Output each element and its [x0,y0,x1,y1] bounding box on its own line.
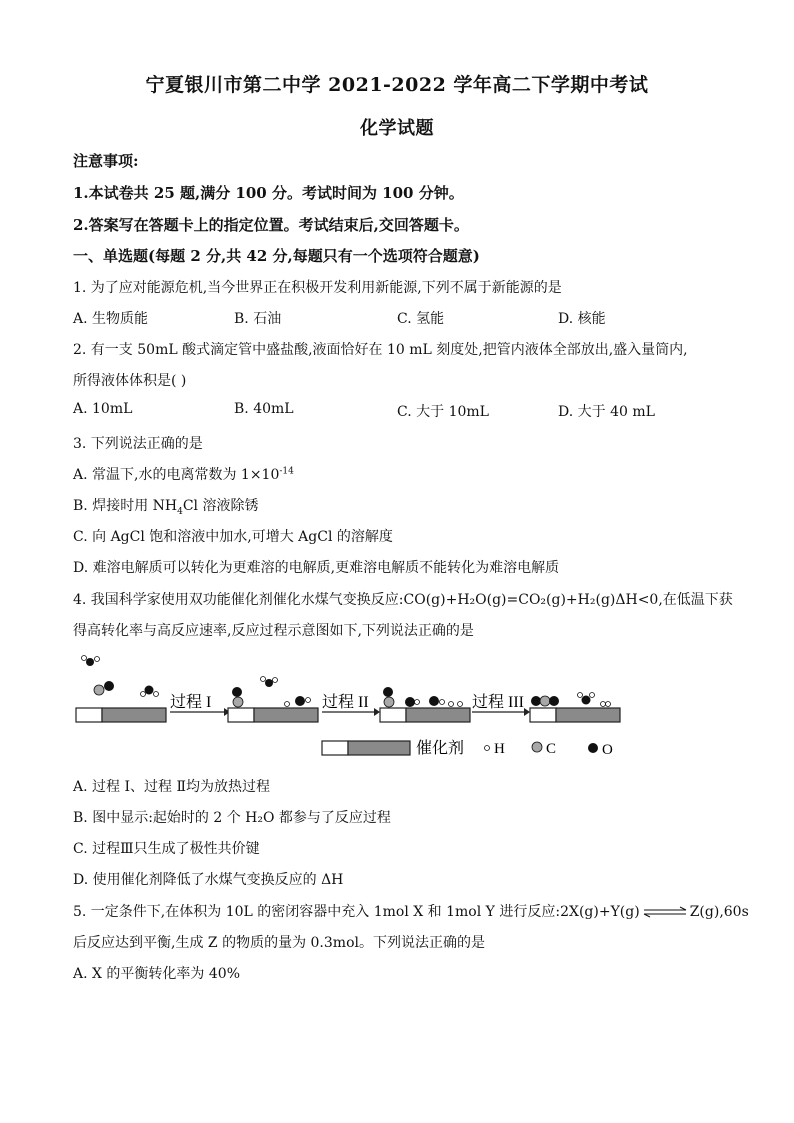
legend-c-label: C [546,741,557,757]
q3-option-b-subscript: 4 [177,506,183,517]
catalyst-bar-4-dark [556,708,620,722]
q5-stem-line1-pre: 5. 一定条件下,在体积为 10L 的密闭容器中充入 1mol X 和 1mol Y 进行反应:2X(g)+Y(g) [73,904,640,920]
h-atom-2 [285,702,290,707]
legend-catalyst-light [322,741,348,755]
q2-stem-line1: 2. 有一支 50mL 酸式滴定管中盛盐酸,液面恰好在 10 mL 刻度处,把管内液体全部放出,盛入量筒内, [73,342,688,358]
q5-option-a: A. X 的平衡转化率为 40% [73,966,240,982]
co2-molecule-4 [531,696,559,706]
q3-option-b [73,495,258,517]
q2-stem-line2: 所得液体体积是( ) [73,373,187,389]
step-2-arrowhead [374,708,380,716]
q1-option-a: A. 生物质能 [73,311,149,327]
q3-option-a-exponent: -14 [279,466,294,477]
legend-h-marker [485,746,490,751]
legend-c-marker [532,742,542,752]
q5-stem-line1 [73,901,749,921]
water-molecule-right [141,686,159,697]
q5-stem-line2: 后反应达到平衡,生成 Z 的物质的量为 0.3mol。下列说法正确的是 [73,935,485,951]
q3-option-a-text: A. 常温下,水的电离常数为 1×10 [73,467,280,483]
q3-option-b-pre: B. 焊接时用 NH [73,498,178,514]
catalyst-bar-3-light [380,708,406,722]
h-atom-3b [458,702,463,707]
q5-stem-line1-post: Z(g),60s [689,904,749,920]
q4-stem-line1: 4. 我国科学家使用双功能催化剂催化水煤气变换反应:CO(g)+H₂O(g)=CO₂(g)+H₂(g)ΔH<0,在低温下获 [73,592,733,608]
h2-molecule-4 [601,702,611,707]
reaction-process-diagram [70,650,630,790]
catalyst-bar-2-light [228,708,254,722]
adsorbed-co-2 [232,687,243,707]
step-3-arrowhead [524,708,530,716]
adsorbed-co-3 [383,687,394,707]
exam-title: 宁夏银川市第二中学 2021-2022 学年高二下学期中考试 [145,74,649,96]
q3-option-b-post: Cl 溶液除锈 [182,498,259,514]
q4-stem-line2: 得高转化率与高反应速率,反应过程示意图如下,下列说法正确的是 [73,623,474,639]
oh-group-2 [295,696,311,706]
catalyst-bar-3-dark [406,708,470,722]
q1-option-c: C. 氢能 [397,311,445,327]
step-1-label: 过程 I [170,694,212,711]
water-molecule-2 [261,677,278,688]
q3-stem: 3. 下列说法正确的是 [73,436,203,452]
catalyst-bar-2-dark [254,708,318,722]
oh-group-3a [405,697,420,707]
notes-item-1: 1.本试卷共 25 题,满分 100 分。考试时间为 100 分钟。 [73,184,464,202]
co-molecule [94,681,114,695]
q2-option-d: D. 大于 40 mL [558,404,655,420]
catalyst-bar-1-light [76,708,102,722]
catalyst-bar-4-light [530,708,556,722]
notes-item-2: 2.答案写在答题卡上的指定位置。考试结束后,交回答题卡。 [73,216,469,234]
legend-h-label: H [494,741,505,757]
q1-stem: 1. 为了应对能源危机,当今世界正在积极开发利用新能源,下列不属于新能源的是 [73,280,562,296]
legend-catalyst-label: 催化剂 [416,740,465,757]
section-heading: 一、单选题(每题 2 分,共 42 分,每题只有一个选项符合题意) [73,247,480,265]
water-molecule-top [82,656,100,667]
notes-heading: 注意事项: [73,152,139,170]
legend-o-marker [588,743,598,753]
oh-group-3b [429,696,445,706]
step-3-label: 过程 III [472,694,524,711]
step-2-label: 过程 II [322,694,369,711]
q3-option-c: C. 向 AgCl 饱和溶液中加水,可增大 AgCl 的溶解度 [73,529,393,545]
legend-o-label: O [602,742,613,758]
q1-option-d: D. 核能 [558,311,606,327]
q4-option-d: D. 使用催化剂降低了水煤气变换反应的 ΔH [73,872,344,888]
q4-option-c: C. 过程Ⅲ只生成了极性共价键 [73,841,260,857]
catalyst-bar-1-dark [102,708,166,722]
q1-option-b: B. 石油 [234,311,282,327]
h-atom-3a [449,702,454,707]
q4-option-a: A. 过程 Ⅰ、过程 Ⅱ均为放热过程 [73,779,270,795]
q3-option-a [73,464,294,484]
water-molecule-4 [578,693,595,705]
q3-option-d: D. 难溶电解质可以转化为更难溶的电解质,更难溶电解质不能转化为难溶电解质 [73,560,560,576]
q2-option-a: A. 10mL [73,401,133,417]
legend-catalyst-dark [348,741,410,755]
exam-subtitle: 化学试题 [360,118,434,139]
q4-option-b: B. 图中显示:起始时的 2 个 H₂O 都参与了反应过程 [73,810,391,826]
equilibrium-arrow-icon [642,906,688,918]
q2-option-b: B. 40mL [234,401,294,417]
q2-option-c: C. 大于 10mL [397,404,489,420]
